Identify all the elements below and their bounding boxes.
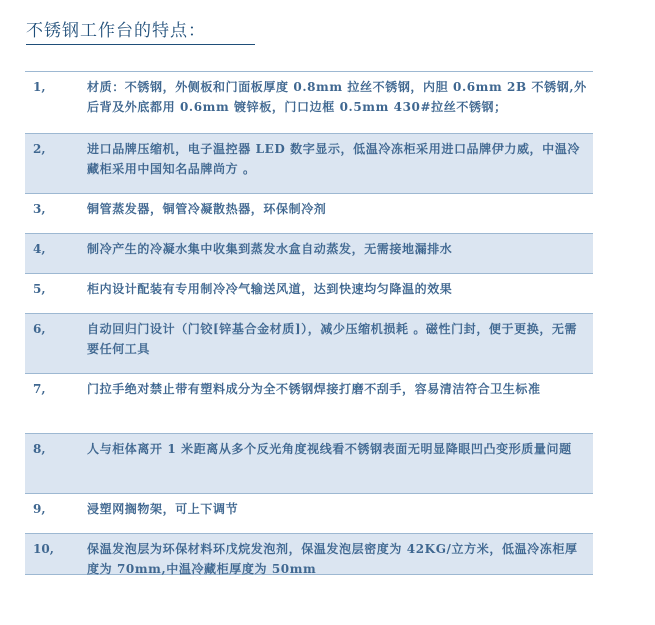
feature-number: 1,: [33, 80, 46, 94]
feature-row-3: [25, 193, 593, 233]
feature-text: 自动回归门设计（门铰[锌基合金材质]），减少压缩机损耗 。磁性门封，便于更换，无需要任何工具: [87, 322, 578, 356]
feature-number: 9,: [33, 502, 46, 516]
feature-text: 进口品牌压缩机，电子温控器 LED 数字显示，低温冷冻柜采用进口品牌伊力威，中温冷藏柜采用中国知名品牌尚方 。: [87, 142, 580, 176]
feature-row-1: [25, 71, 593, 133]
feature-text: 柜内设计配装有专用制冷冷气输送风道，达到快速均匀降温的效果: [87, 282, 453, 296]
feature-text: 保温发泡层为环保材料环戊烷发泡剂，保温发泡层密度为 42KG/立方米，低温冷冻柜厚度为 70mm,中温冷藏柜厚度为 50mm: [87, 542, 578, 576]
feature-row-9: [25, 493, 593, 533]
feature-number: 8,: [33, 442, 46, 456]
feature-number: 6,: [33, 322, 46, 336]
feature-text: 人与柜体离开 1 米距离从多个反光角度视线看不锈钢表面无明显降眼凹凸变形质量问题: [87, 442, 572, 456]
feature-row-7: [25, 373, 593, 433]
feature-text: 材质：不锈钢，外侧板和门面板厚度 0.8mm 拉丝不锈钢，内胆 0.6mm 2B 不锈钢,外后背及外底都用 0.6mm 镀锌板，门口边框 0.5mm 430#拉丝不锈钢；: [87, 80, 587, 114]
feature-number: 10,: [33, 542, 54, 556]
feature-number: 7,: [33, 382, 46, 396]
feature-row-5: [25, 273, 593, 313]
feature-number: 4,: [33, 242, 46, 256]
feature-row-2: [25, 133, 593, 193]
feature-number: 5,: [33, 282, 46, 296]
feature-number: 3,: [33, 202, 46, 216]
feature-text: 铜管蒸发器，铜管冷凝散热器，环保制冷剂: [87, 202, 327, 216]
feature-number: 2,: [33, 142, 46, 156]
feature-text: 浸塑网搁物架，可上下调节: [87, 502, 239, 516]
feature-row-10: [25, 533, 593, 575]
feature-text: 制冷产生的冷凝水集中收集到蒸发水盒自动蒸发，无需接地漏排水: [87, 242, 453, 256]
features-table: [25, 71, 593, 575]
document-title: 不锈钢工作台的特点：: [26, 16, 255, 45]
feature-row-4: [25, 233, 593, 273]
feature-row-6: [25, 313, 593, 373]
feature-text: 门拉手绝对禁止带有塑料成分为全不锈钢焊接打磨不刮手，容易清洁符合卫生标准: [87, 382, 541, 396]
feature-row-8: [25, 433, 593, 493]
